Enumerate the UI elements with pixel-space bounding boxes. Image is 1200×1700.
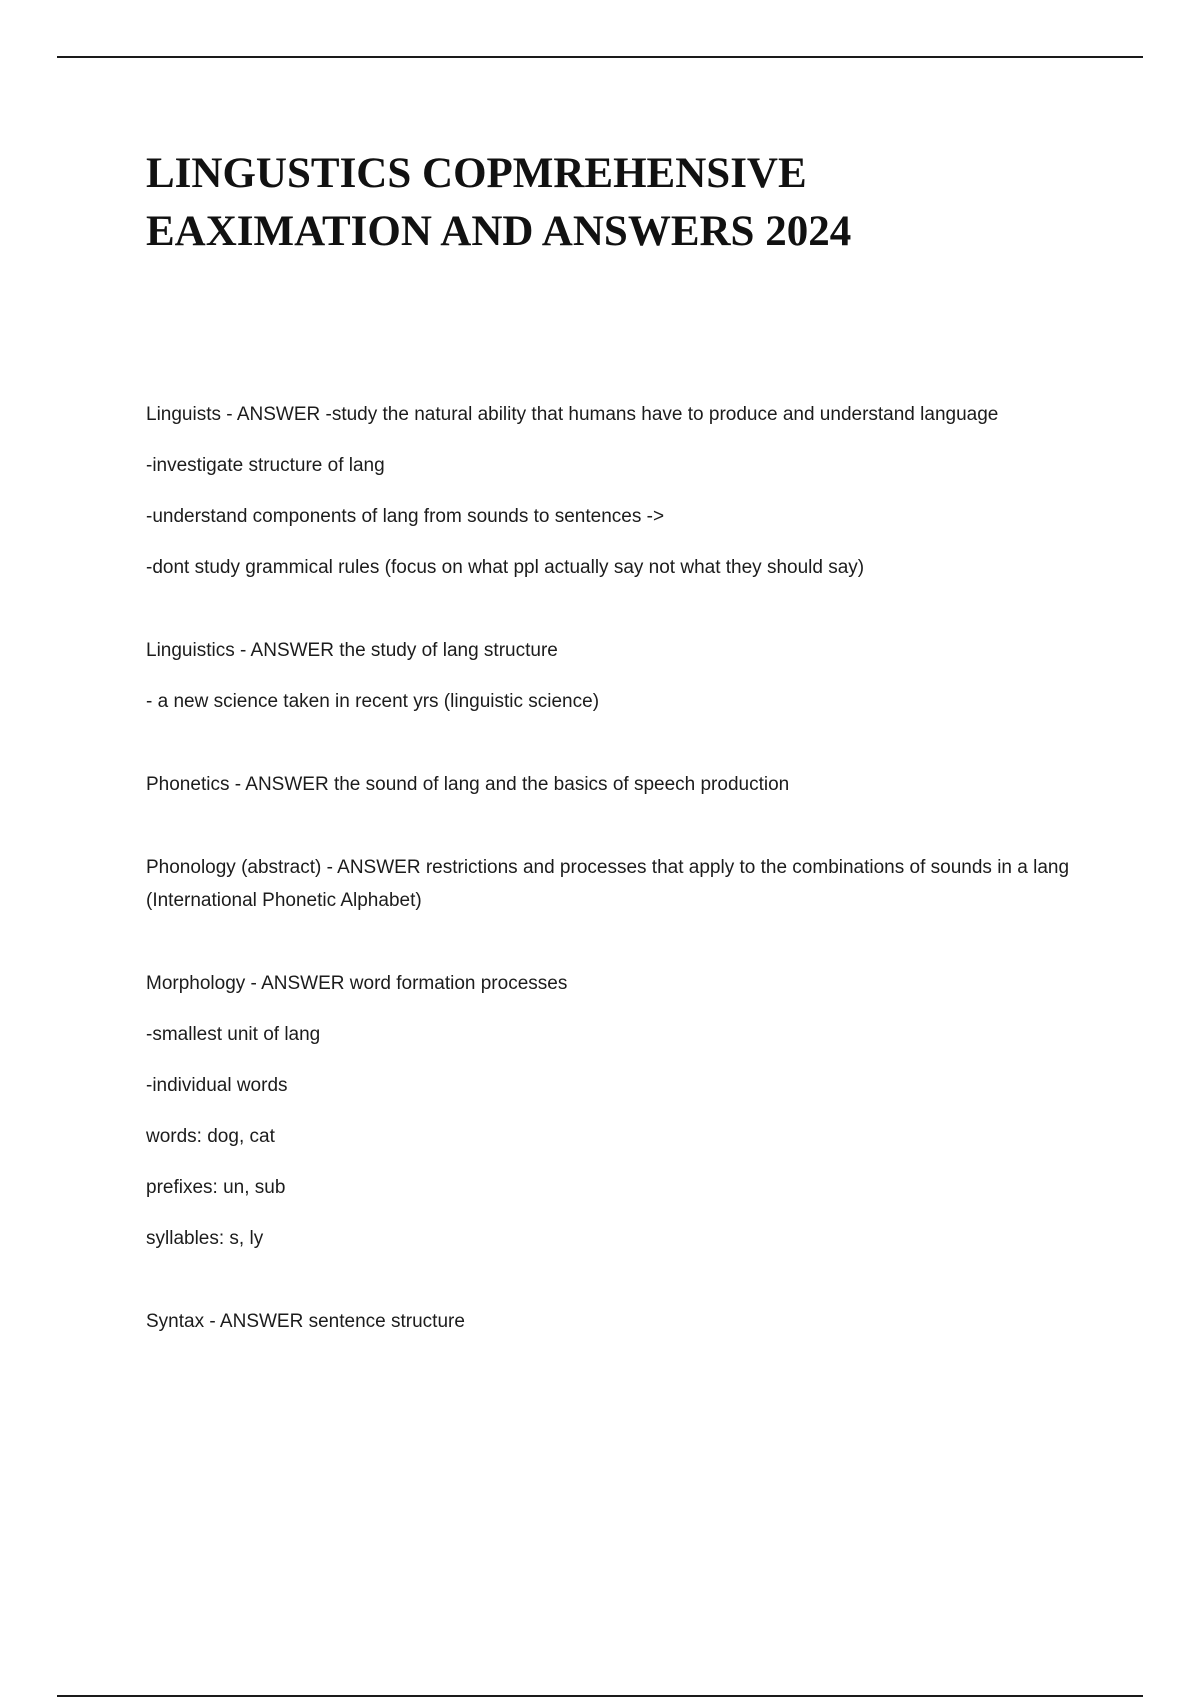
- entry-line: -understand components of lang from sounds to sentences ->: [146, 506, 665, 527]
- qa-entry-linguists: [146, 398, 1096, 584]
- entry-line: -dont study grammical rules (focus on what ppl actually say not what they should say): [146, 557, 865, 578]
- entry-line: -smallest unit of lang: [146, 1024, 321, 1045]
- entry-line: Phonology (abstract) - ANSWER restrictions and processes that apply to the combinations of sounds in a lang (International Phonetic Alphabet): [146, 857, 1070, 911]
- entry-line: Linguistics - ANSWER the study of lang structure: [146, 640, 558, 661]
- qa-entry-linguistics: [146, 634, 1096, 718]
- qa-entry-phonology: [146, 851, 1096, 917]
- qa-entries: [146, 398, 1096, 1338]
- qa-entry-morphology: [146, 967, 1096, 1255]
- document-title: [146, 145, 1096, 261]
- entry-line: Phonetics - ANSWER the sound of lang and the basics of speech production: [146, 774, 790, 795]
- entry-line: Syntax - ANSWER sentence structure: [146, 1311, 465, 1332]
- qa-entry-syntax: [146, 1305, 1096, 1338]
- entry-line: -individual words: [146, 1075, 288, 1096]
- entry-line: Linguists - ANSWER -study the natural ability that humans have to produce and understand language: [146, 404, 999, 425]
- entry-line: Morphology - ANSWER word formation processes: [146, 973, 568, 994]
- title-line-1: LINGUSTICS COPMREHENSIVE: [146, 150, 807, 197]
- entry-line: words: dog, cat: [146, 1126, 275, 1147]
- qa-entry-phonetics: [146, 768, 1096, 801]
- top-rule: [57, 56, 1143, 58]
- entry-line: prefixes: un, sub: [146, 1177, 286, 1198]
- entry-line: - a new science taken in recent yrs (linguistic science): [146, 691, 600, 712]
- document-body: [146, 145, 1096, 1388]
- entry-line: -investigate structure of lang: [146, 455, 385, 476]
- entry-line: syllables: s, ly: [146, 1228, 264, 1249]
- bottom-rule: [57, 1695, 1143, 1697]
- title-line-2: EAXIMATION AND ANSWERS 2024: [146, 208, 852, 255]
